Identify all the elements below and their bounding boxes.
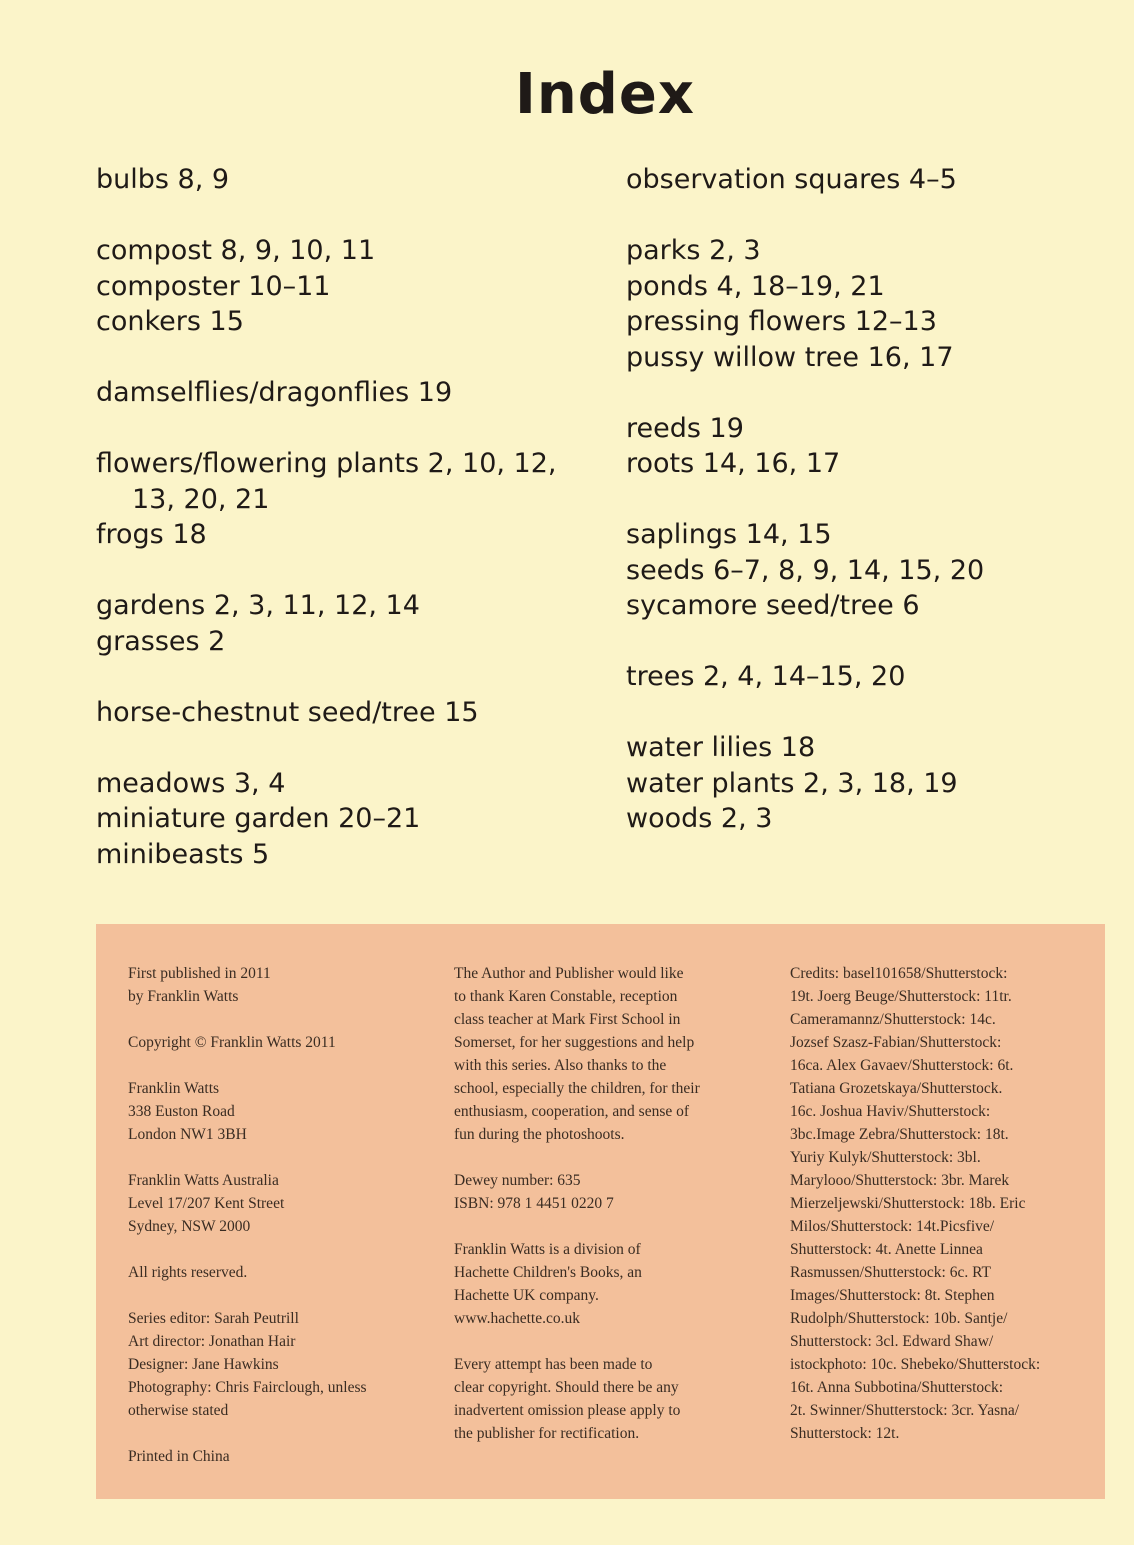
index-entry: minibeasts 5 [96,838,270,870]
imprint-line: Shutterstock: 4t. Anette Linnea [790,1241,983,1258]
imprint-line: Cameramannz/Shutterstock: 14c. [790,1011,996,1028]
imprint-line: Somerset, for her suggestions and help [454,1034,695,1051]
index-entry: horse-chestnut seed/tree 15 [96,696,479,728]
imprint-column-acknowledgements [454,962,759,1468]
index-letter-group [96,162,596,198]
imprint-line: The Author and Publisher would like [454,965,684,982]
index-letter-group [96,766,596,873]
imprint-line: Franklin Watts [128,1080,220,1097]
imprint-line: Jozsef Szasz-Fabian/Shutterstock: [790,1034,1002,1051]
index-entry: seeds 6–7, 8, 9, 14, 15, 20 [626,554,985,586]
imprint-line: Rudolph/Shutterstock: 10b. Santje/ [790,1310,1008,1327]
imprint-line: Copyright © Franklin Watts 2011 [128,1034,336,1051]
index-entry: composter 10–11 [96,270,331,302]
index-entry: ponds 4, 18–19, 21 [626,270,885,302]
imprint-line: 338 Euston Road [128,1103,235,1120]
index-entry: pussy willow tree 16, 17 [626,341,954,373]
imprint-line: istockphoto: 10c. Shebeko/Shutterstock: [790,1356,1041,1373]
imprint-line: Level 17/207 Kent Street [128,1195,285,1212]
index-letter-group [626,659,1106,695]
imprint-line: Printed in China [128,1448,230,1465]
index-letter-group [626,730,1106,837]
imprint-block [454,1353,759,1445]
index-letter-group [626,162,1106,198]
imprint-line: Photography: Chris Fairclough, unless [128,1379,367,1396]
imprint-block [128,1169,428,1238]
imprint-line: with this series. Also thanks to the [454,1057,667,1074]
imprint-line: the publisher for rectification. [454,1425,640,1442]
imprint-line: Shutterstock: 3cl. Edward Shaw/ [790,1333,994,1350]
imprint-line: inadvertent omission please apply to [454,1402,681,1419]
index-letter-group [626,411,1106,482]
index-entry: grasses 2 [96,625,226,657]
imprint-line: Hachette Children's Books, an [454,1264,642,1281]
imprint-block [454,1238,759,1330]
imprint-line: London NW1 3BH [128,1126,247,1143]
imprint-line: Milos/Shutterstock: 14t.Picsfive/ [790,1218,995,1235]
imprint-line: 19t. Joerg Beuge/Shutterstock: 11tr. [790,988,1012,1005]
imprint-column-publication [128,962,428,1491]
imprint-line: Shutterstock: 12t. [790,1425,900,1442]
imprint-line: Mierzeljewski/Shutterstock: 18b. Eric [790,1195,1026,1212]
imprint-line: clear copyright. Should there be any [454,1379,679,1396]
index-entry: conkers 15 [96,306,244,337]
imprint-line: by Franklin Watts [128,988,239,1005]
imprint-block [128,1077,428,1146]
imprint-block [790,962,1090,1445]
index-column-right [626,162,1106,872]
imprint-line: Sydney, NSW 2000 [128,1218,251,1235]
index-letter-group [626,517,1106,624]
imprint-line: First published in 2011 [128,965,271,982]
index-letter-group [96,695,596,731]
imprint-line: ISBN: 978 1 4451 0220 7 [454,1195,614,1212]
imprint-line: Dewey number: 635 [454,1172,581,1189]
imprint-line: 16c. Joshua Haviv/Shutterstock: [790,1103,991,1120]
imprint-line: Every attempt has been made to [454,1356,653,1373]
index-letter-group [96,233,596,340]
imprint-line: Credits: basel101658/Shutterstock: [790,965,1008,982]
imprint-line: www.hachette.co.uk [454,1310,580,1327]
imprint-block [128,1445,428,1468]
imprint-line: Art director: Jonathan Hair [128,1333,296,1350]
index-entry: damselflies/dragonflies 19 [96,377,453,408]
imprint-block [128,962,428,1008]
index-letter-group [96,446,596,553]
imprint-line: 16ca. Alex Gavaev/Shutterstock: 6t. [790,1057,1014,1074]
index-entry: water lilies 18 [626,732,816,763]
imprint-line: Images/Shutterstock: 8t. Stephen [790,1287,995,1304]
imprint-line: Franklin Watts is a division of [454,1241,641,1258]
imprint-line: otherwise stated [128,1402,229,1419]
index-entry: reeds 19 [626,412,744,444]
imprint-line: Designer: Jane Hawkins [128,1356,279,1373]
index-entry: observation squares 4–5 [626,164,957,195]
index-entry: woods 2, 3 [626,803,773,834]
index-entry: flowers/flowering plants 2, 10, 12, 13, 20, 21 [96,448,557,515]
imprint-line: fun during the photoshoots. [454,1126,625,1143]
index-entry: saplings 14, 15 [626,519,832,550]
imprint-block [454,962,759,1146]
imprint-line: Franklin Watts Australia [128,1172,279,1189]
imprint-line: 2t. Swinner/Shutterstock: 3cr. Yasna/ [790,1402,1020,1419]
index-entry: compost 8, 9, 10, 11 [96,235,376,266]
imprint-line: Marylooo/Shutterstock: 3br. Marek [790,1172,1010,1189]
imprint-panel [96,924,1105,1499]
imprint-line: 3bc.Image Zebra/Shutterstock: 18t. [790,1126,1009,1143]
imprint-line: 16t. Anna Subbotina/Shutterstock: [790,1379,1004,1396]
imprint-column-credits [790,962,1090,1468]
imprint-line: school, especially the children, for their [454,1080,700,1097]
imprint-block [128,1307,428,1422]
index-entry: roots 14, 16, 17 [626,448,841,479]
index-entry: miniature garden 20–21 [96,803,421,834]
imprint-block [128,1261,428,1284]
index-entry: trees 2, 4, 14–15, 20 [626,661,906,692]
index-entry: water plants 2, 3, 18, 19 [626,767,958,799]
imprint-line: Rasmussen/Shutterstock: 6c. RT [790,1264,991,1281]
index-entry: sycamore seed/tree 6 [626,590,920,621]
index-column-left [96,162,596,908]
index-letter-group [96,375,596,411]
index-entry: frogs 18 [96,519,207,550]
imprint-line: to thank Karen Constable, reception [454,988,678,1005]
page-title: Index [515,62,695,127]
index-letter-group [626,233,1106,375]
index-letter-group [96,588,596,659]
index-entry: bulbs 8, 9 [96,164,230,195]
imprint-line: enthusiasm, cooperation, and sense of [454,1103,690,1120]
index-entry: pressing flowers 12–13 [626,306,937,337]
imprint-line: Hachette UK company. [454,1287,599,1304]
imprint-line: Yuriy Kulyk/Shutterstock: 3bl. [790,1149,981,1166]
imprint-block [128,1031,428,1054]
index-entry: parks 2, 3 [626,235,761,266]
index-entry: meadows 3, 4 [96,767,286,799]
imprint-block [454,1169,759,1215]
imprint-line: Series editor: Sarah Peutrill [128,1310,299,1327]
imprint-line: Tatiana Grozetskaya/Shutterstock. [790,1080,1003,1097]
imprint-line: class teacher at Mark First School in [454,1011,681,1028]
index-entry: gardens 2, 3, 11, 12, 14 [96,590,420,621]
imprint-line: All rights reserved. [128,1264,248,1281]
